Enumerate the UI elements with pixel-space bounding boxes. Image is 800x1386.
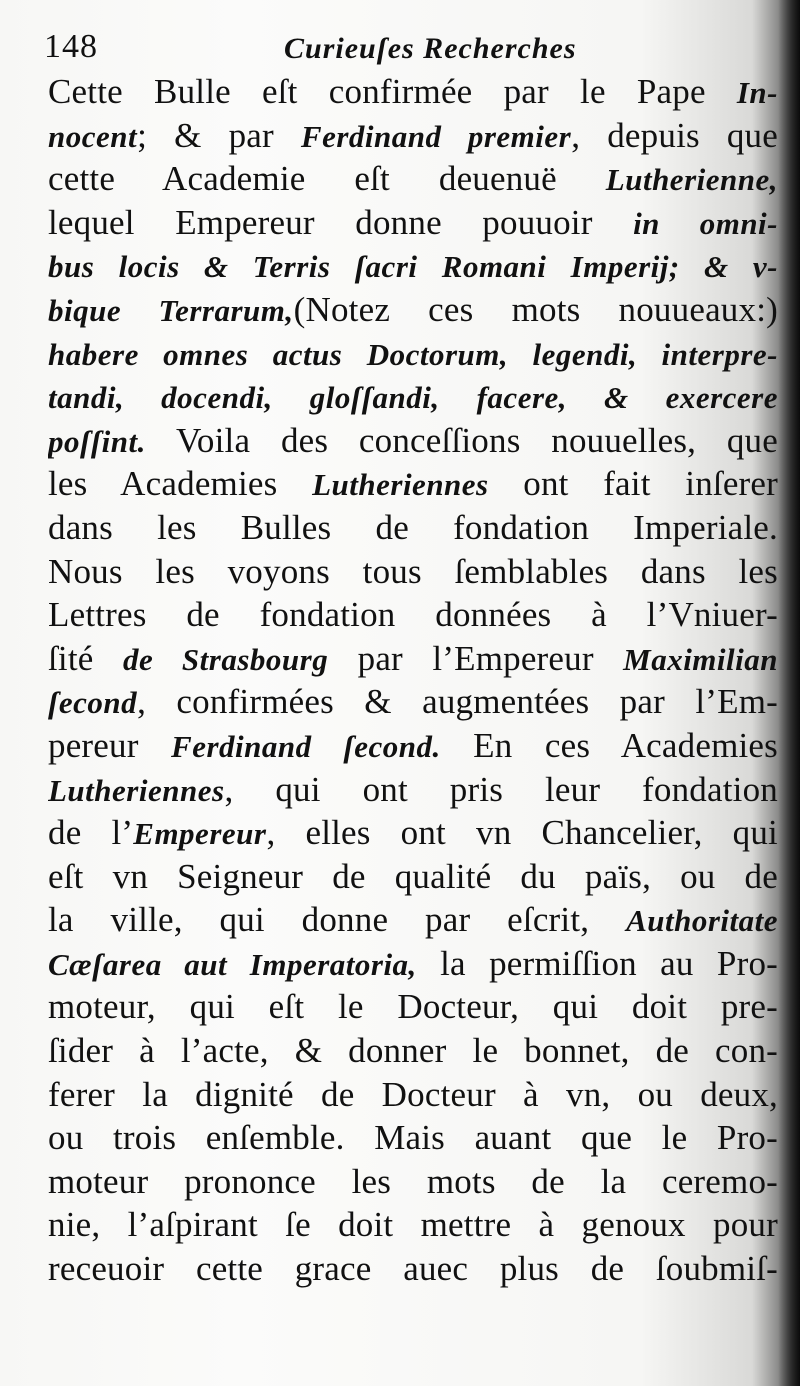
text-line [48,1116,778,1160]
text-line [48,811,778,855]
text-run: eſt vn Seigneur de qualité du païs, ou de [48,856,778,896]
running-title: Curieuſes Recherches [284,32,577,65]
text-run: ferer la dignité de Docteur à vn, ou deux, [48,1074,778,1114]
text-run: Nous les voyons tous ſemblables dans les [48,551,778,591]
italic-text-run: Lutheriennes [48,772,225,808]
text-run: (Notez ces mots nouueaux:) [293,289,778,329]
italic-text-run: nocent [48,118,138,154]
page-number: 148 [44,28,98,65]
text-run: cette Academie eſt deuenuë [48,159,606,199]
text-run: lequel Empereur donne pouuoir [48,202,634,242]
text-line [48,1203,778,1247]
text-line [48,985,778,1029]
text-run: de l’ [48,813,134,853]
text-run: ont fait inſerer [488,464,778,504]
text-run: dans les Bulles de fondation Imperiale. [48,507,778,547]
text-line [48,855,778,899]
text-line [48,593,778,637]
text-line [48,506,778,550]
text-run: les Academies [48,464,313,504]
text-line [48,288,778,332]
italic-text-run: Maximilian [623,641,778,677]
text-run: ou trois enſemble. Mais auant que le Pro- [48,1118,778,1158]
text-line [48,550,778,594]
text-line [48,1073,778,1117]
italic-text-run: bus locis & Terris ſacri Romani Imperij; & v- [48,249,778,285]
text-run: , qui ont pris leur fondation [224,769,778,809]
text-line [48,375,778,419]
text-line [48,768,778,812]
text-run: moteur, qui eſt le Docteur, qui doit pre- [48,987,778,1027]
italic-text-run: Ferdinand ſecond. [171,728,441,764]
italic-text-run: Lutheriennes [312,467,489,503]
text-run: pereur [48,725,172,765]
text-line [48,898,778,942]
text-run: Lettres de fondation données à l’Vniuer- [48,595,778,635]
text-run: receuoir cette grace auec plus de ſoubmiſ- [48,1249,778,1289]
text-run: ; & par [137,115,301,155]
italic-text-run: Cæſarea aut Imperatoria, [48,946,417,982]
text-run: moteur prononce les mots de la ceremo- [48,1161,778,1201]
text-run: ſider à l’acte, & donner le bonnet, de con- [48,1031,778,1071]
italic-text-run: Lutherienne, [605,162,778,198]
text-run: par l’Empereur [328,638,624,678]
text-line [48,114,778,158]
text-line [48,1160,778,1204]
text-line [48,637,778,681]
text-line [48,419,778,463]
text-line [48,942,778,986]
text-run: la permiſſion au Pro- [416,943,778,983]
text-line [48,244,778,288]
text-run: En ces Academies [440,725,778,765]
text-line [48,1247,778,1291]
italic-text-run: bique Terrarum, [48,292,294,328]
italic-text-run: de Strasbourg [122,641,329,677]
text-line [48,724,778,768]
italic-text-run: in omni- [633,205,778,241]
italic-text-run: Empereur [133,816,267,852]
text-line [48,462,778,506]
text-run: , depuis que [571,115,778,155]
italic-text-run: poſſint. [48,423,146,459]
text-line [48,201,778,245]
text-line [48,332,778,376]
text-run: , confirmées & augmentées par l’Em- [137,682,778,722]
italic-text-run: tandi, docendi, gloſſandi, facere, & exercere [48,380,778,416]
text-line [48,1029,778,1073]
page-header [44,22,764,72]
text-run: Voila des conceſſions nouuelles, que [145,420,778,460]
page-body-text [48,70,778,1291]
italic-text-run: In- [736,75,778,110]
text-run: nie, l’aſpirant ſe doit mettre à genoux pour [48,1205,778,1245]
italic-text-run: Ferdinand premier [300,118,572,154]
book-gutter-shadow [778,0,800,1386]
text-run: ſité [48,638,123,678]
italic-text-run: ſecond [48,685,138,721]
italic-text-run: Authoritate [626,903,778,939]
text-line [48,680,778,724]
text-line [48,157,778,201]
text-run: , elles ont vn Chancelier, qui [266,813,778,853]
italic-text-run: habere omnes actus Doctorum, legendi, interpre- [48,336,778,372]
text-run: Cette Bulle eſt confirmée par le Pape [48,72,737,111]
text-line [48,70,778,114]
text-run: la ville, qui donne par eſcrit, [48,900,627,940]
